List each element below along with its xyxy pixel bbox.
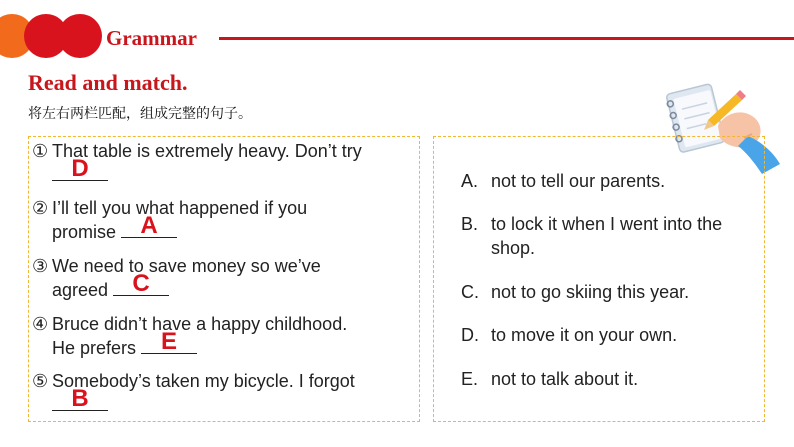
option-letter: D. <box>461 325 479 345</box>
option-b <box>461 212 761 260</box>
question-number: ④ <box>32 314 49 334</box>
question-continuation: He prefers <box>52 338 137 358</box>
answer-letter: C <box>132 270 150 297</box>
question-number: ③ <box>32 256 49 276</box>
answer-letter: A <box>140 212 158 239</box>
question-2 <box>32 197 412 244</box>
question-5 <box>32 370 412 417</box>
answer-blank[interactable] <box>121 212 177 239</box>
question-3 <box>32 255 412 302</box>
question-continuation: agreed <box>52 280 109 300</box>
question-1 <box>32 140 412 187</box>
question-continuation: promise <box>52 222 117 242</box>
question-text: I’ll tell you what happened if you <box>52 198 308 218</box>
option-e <box>461 367 761 391</box>
option-d <box>461 323 761 347</box>
section-title: Read and match. <box>28 70 188 95</box>
answer-blank[interactable] <box>113 270 169 297</box>
question-text: Bruce didn’t have a happy childhood. <box>52 314 348 334</box>
answer-blank[interactable] <box>52 155 108 182</box>
answer-letter: E <box>161 328 178 355</box>
option-letter: A. <box>461 171 479 191</box>
option-letter: E. <box>461 369 479 389</box>
question-text: That table is extremely heavy. Don’t try <box>52 141 362 161</box>
question-number: ⑤ <box>32 371 49 391</box>
question-4 <box>32 313 412 360</box>
option-text: not to talk about it. <box>491 369 639 389</box>
option-letter: B. <box>461 214 479 234</box>
option-a <box>461 169 761 193</box>
option-text: not to go skiing this year. <box>491 282 690 302</box>
answer-blank[interactable] <box>52 385 108 412</box>
option-text: not to tell our parents. <box>491 171 666 191</box>
answer-letter: B <box>71 385 89 412</box>
option-letter: C. <box>461 282 479 302</box>
answer-letter: D <box>71 155 89 182</box>
question-text: We need to save money so we’ve <box>52 256 321 276</box>
option-text: to move it on your own. <box>491 325 678 345</box>
option-c <box>461 280 761 304</box>
header-divider <box>219 37 794 40</box>
answer-blank[interactable] <box>141 328 197 355</box>
header-title: Grammar <box>106 26 197 50</box>
option-text: to lock it when I went into the shop. <box>491 214 723 258</box>
question-number: ① <box>32 141 49 161</box>
question-text: Somebody’s taken my bicycle. I forgot <box>52 371 355 391</box>
instruction-text: 将左右两栏匹配，组成完整的句子。 <box>28 105 252 121</box>
question-number: ② <box>32 198 49 218</box>
decorative-dots <box>0 14 100 58</box>
dot-right <box>58 14 102 58</box>
